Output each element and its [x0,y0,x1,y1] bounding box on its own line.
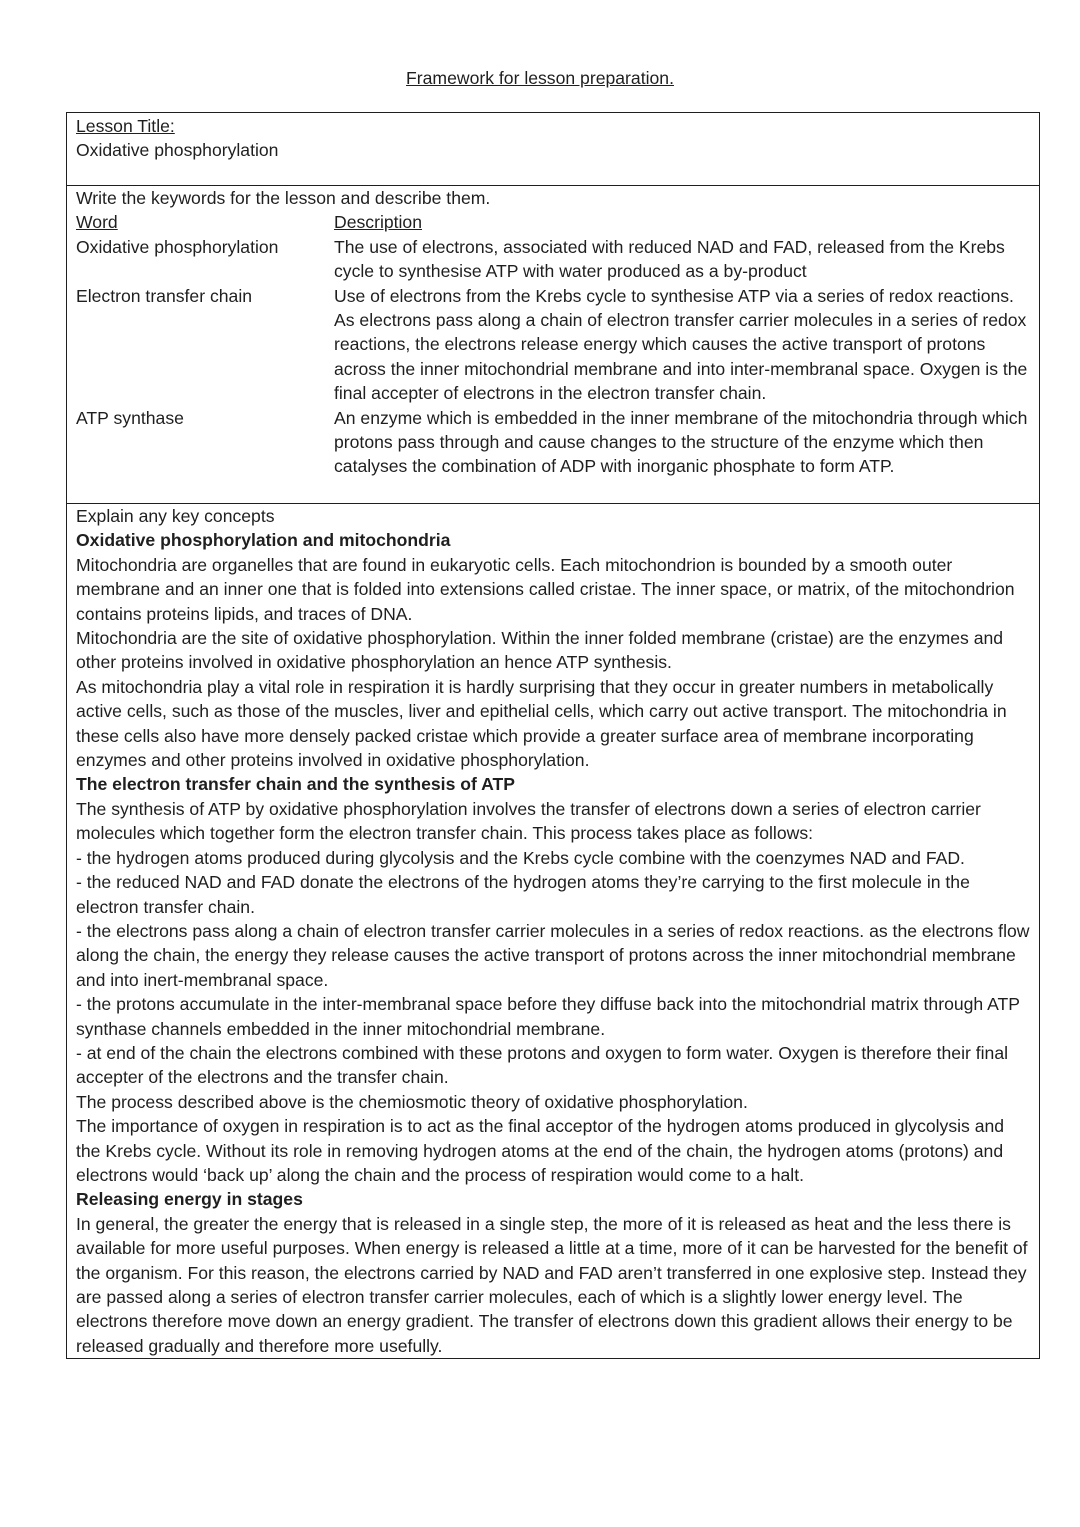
keyword-row [76,406,1031,479]
paragraph: As mitochondria play a vital role in respiration it is hardly surprising that they occur in greater numbers in metabolically active cells, such as those of the muscles, liver and epithelial cells, which carry out active transport. The mitochondria in these cells also have more densely packed cristae which provide a greater surface area of membrane incorporating enzymes and other proteins involved in oxidative phosphorylation. [76,676,1007,771]
word-column-header: Word [76,212,118,233]
key-concepts-cell [67,503,1039,1358]
keyword-description: Use of electrons from the Krebs cycle to synthesise ATP via a series of redox reactions. As electrons pass along a chain of electron transfer carrier molecules in a series of redox reactions, the electrons release energy which causes the active transport of protons across the inner mitochondrial membrane and into inter-membranal space. Oxygen is the final accepter of electrons in the electron transfer chain. [334,285,1028,404]
list-item: - the electrons pass along a chain of electron transfer carrier molecules in a series of redox reactions. as the electrons flow along the chain, the energy they release causes the active transport of protons across the inner mitochondrial membrane and into inert-membranal space. [76,920,1030,990]
keyword-description: The use of electrons, associated with reduced NAD and FAD, released from the Krebs cycle to synthesise ATP with water produced as a by-product [334,236,1005,282]
paragraph: The synthesis of ATP by oxidative phosphorylation involves the transfer of electrons down a series of electron carrier molecules which together form the electron transfer chain. This process takes place as follows: [76,798,981,844]
lesson-title-value: Oxidative phosphorylation [76,140,279,161]
list-item: - the hydrogen atoms produced during glycolysis and the Krebs cycle combine with the coenzymes NAD and FAD. [76,847,965,868]
paragraph: Mitochondria are organelles that are found in eukaryotic cells. Each mitochondrion is bounded by a smooth outer membrane and an inner one that is folded into extensions called cristae. The inner space, or matrix, of the mitochondrion contains proteins lipids, and traces of DNA. [76,554,1015,624]
lesson-title-label: Lesson Title: [76,116,175,136]
section-heading: The electron transfer chain and the synthesis of ATP [76,774,515,795]
keyword-row [76,284,1031,406]
paragraph: The process described above is the chemiosmotic theory of oxidative phosphorylation. [76,1091,748,1112]
keyword-row [76,235,1031,284]
section-heading: Releasing energy in stages [76,1189,303,1210]
keyword-description: An enzyme which is embedded in the inner membrane of the mitochondria through which protons pass through and cause changes to the structure of the enzyme which then catalyses the combination of ADP with inorganic phosphate to form ATP. [334,407,1028,477]
keywords-header-row [76,210,1031,234]
keywords-instruction: Write the keywords for the lesson and describe them. [76,188,491,208]
section-heading: Oxidative phosphorylation and mitochondria [76,530,451,551]
keyword-word: ATP synthase [76,407,184,428]
page-title: Framework for lesson preparation. [406,68,674,88]
concepts-instruction: Explain any key concepts [76,506,275,526]
list-item: - at end of the chain the electrons combined with these protons and oxygen to form water. Oxygen is therefore their final accepter of the electrons and the transfer chain. [76,1042,1009,1088]
keyword-word: Oxidative phosphorylation [76,236,279,257]
list-item: - the protons accumulate in the inter-membranal space before they diffuse back into the mitochondrial matrix through ATP synthase channels embedded in the inner mitochondrial membrane. [76,994,1020,1039]
keywords-cell [67,185,1039,503]
list-item: - the reduced NAD and FAD donate the electrons of the hydrogen atoms they’re carrying to the first molecule in the electron transfer chain. [76,872,970,917]
description-column-header: Description [334,212,423,233]
paragraph: Mitochondria are the site of oxidative phosphorylation. Within the inner folded membrane (cristae) are the enzymes and other proteins involved in oxidative phosphorylation an hence ATP synthesis. [76,628,1004,673]
lesson-title-cell [67,113,1039,185]
keyword-word: Electron transfer chain [76,285,253,306]
paragraph: In general, the greater the energy that is released in a single step, the more of it is released as heat and the less there is available for more useful purposes. When energy is released a little at a time, more of it can be harvested for the benefit of the organism. For this reason, the electrons carried by NAD and FAD aren’t transferred in one explosive step. Instead they are passed along a series of electron transfer carrier molecules, each of which is a slightly lower energy level. The electrons therefore move down an energy gradient. The transfer of electrons down this gradient allows their energy to be released gradually and therefore more usefully. [76,1213,1028,1356]
lesson-framework-table [66,112,1040,1359]
paragraph: The importance of oxygen in respiration is to act as the final acceptor of the hydrogen atoms produced in glycolysis and the Krebs cycle. Without its role in removing hydrogen atoms at the end of the chain, the hydrogen atoms (protons) and electrons would ‘back up’ along the chain and the process of respiration would come to a halt. [76,1116,1005,1185]
